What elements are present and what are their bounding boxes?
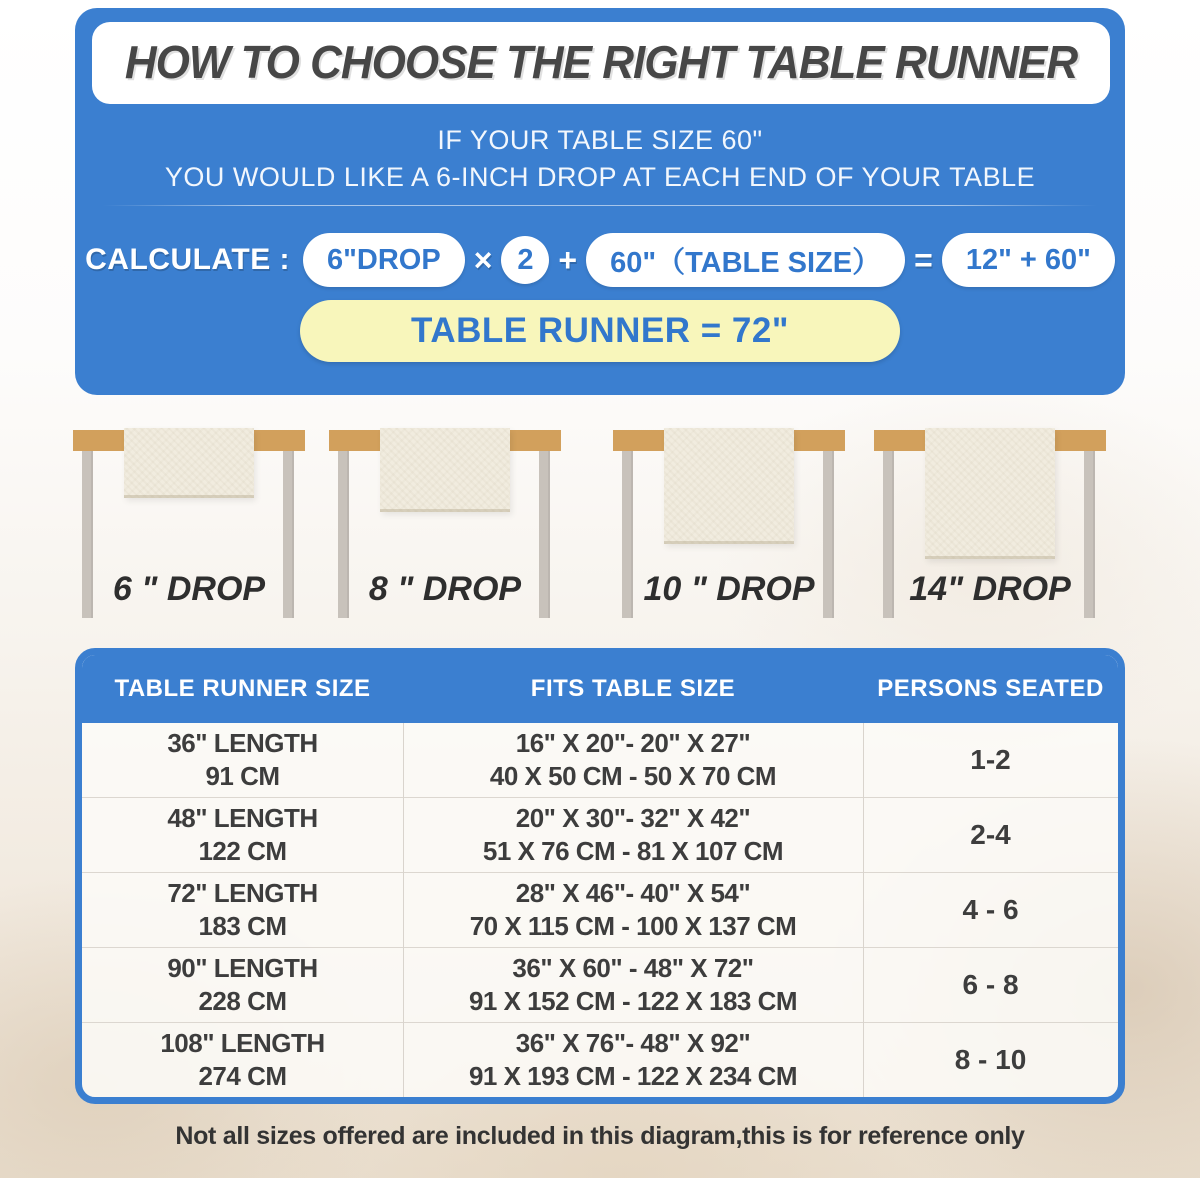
subtitle-line-1: IF YOUR TABLE SIZE 60" bbox=[437, 125, 763, 155]
runner-size-inches: 108" LENGTH bbox=[160, 1027, 325, 1058]
runner-size-inches: 36" LENGTH bbox=[167, 727, 318, 758]
drop-label: 8 " DROP bbox=[368, 570, 522, 608]
fits-inches: 20" X 30"- 32" X 42" bbox=[515, 802, 751, 833]
fits-cm: 40 X 50 CM - 50 X 70 CM bbox=[489, 761, 777, 791]
size-chart-panel bbox=[75, 648, 1125, 1104]
fits-inches: 16" X 20"- 20" X 27" bbox=[515, 727, 751, 758]
column-divider bbox=[403, 723, 404, 1097]
runner-size-cm: 274 CM bbox=[198, 1061, 287, 1091]
persons-cell: 1-2 bbox=[970, 744, 1011, 776]
drop-figure-14in bbox=[874, 428, 1106, 628]
divider bbox=[103, 205, 1097, 206]
drop-figure-6in bbox=[73, 428, 305, 628]
plus-sign: + bbox=[558, 241, 578, 278]
size-chart-header bbox=[82, 655, 1118, 723]
runner-size-inches: 90" LENGTH bbox=[167, 952, 318, 983]
fits-table-cell bbox=[403, 877, 863, 944]
runner-size-cm: 91 CM bbox=[205, 761, 280, 791]
drop-figure-10in bbox=[613, 428, 845, 628]
table-row bbox=[82, 798, 1118, 873]
runner-size-inches: 72" LENGTH bbox=[167, 877, 318, 908]
runner-size-cell bbox=[82, 877, 403, 944]
fits-cm: 91 X 152 CM - 122 X 183 CM bbox=[468, 986, 798, 1016]
fits-inches: 36" X 76"- 48" X 92" bbox=[515, 1027, 751, 1058]
drop-figure-8in bbox=[329, 428, 561, 628]
table-row bbox=[82, 723, 1118, 798]
fits-table-cell bbox=[403, 802, 863, 869]
runner-size-cell bbox=[82, 802, 403, 869]
drop-value-pill: 6"DROP bbox=[303, 233, 465, 287]
runner-size-cell bbox=[82, 727, 403, 794]
runner-size-cm: 122 CM bbox=[198, 836, 287, 866]
persons-cell: 2-4 bbox=[970, 819, 1011, 851]
fits-table-cell bbox=[403, 727, 863, 794]
size-chart-body bbox=[82, 723, 1118, 1097]
table-runner-swatch bbox=[925, 428, 1055, 559]
column-header-fits-table: FITS TABLE SIZE bbox=[530, 675, 736, 702]
instructions-panel bbox=[75, 8, 1125, 395]
persons-cell: 8 - 10 bbox=[954, 1044, 1027, 1076]
persons-cell: 4 - 6 bbox=[962, 894, 1019, 926]
table-row bbox=[82, 1023, 1118, 1097]
table-row bbox=[82, 948, 1118, 1023]
table-runner-swatch bbox=[664, 428, 794, 544]
calculate-label: CALCULATE : bbox=[85, 243, 291, 276]
persons-cell: 6 - 8 bbox=[962, 969, 1019, 1001]
column-header-persons: PERSONS SEATED bbox=[877, 675, 1104, 702]
title-banner bbox=[92, 22, 1110, 104]
fits-table-cell bbox=[403, 952, 863, 1019]
drop-examples-section bbox=[0, 428, 1200, 638]
drop-label: 10 " DROP bbox=[643, 570, 815, 608]
table-runner-swatch bbox=[380, 428, 510, 512]
disclaimer-note: Not all sizes offered are included in this diagram,this is for reference only bbox=[175, 1122, 1025, 1150]
column-header-runner-size: TABLE RUNNER SIZE bbox=[114, 675, 371, 702]
runner-size-cell bbox=[82, 1027, 403, 1094]
page-title: HOW TO CHOOSE THE RIGHT TABLE RUNNER bbox=[124, 36, 1078, 89]
result-pill: TABLE RUNNER = 72" bbox=[300, 300, 900, 362]
multiplier-badge: 2 bbox=[501, 236, 549, 284]
runner-size-inches: 48" LENGTH bbox=[167, 802, 318, 833]
fits-cm: 70 X 115 CM - 100 X 137 CM bbox=[469, 911, 797, 941]
fits-cm: 91 X 193 CM - 122 X 234 CM bbox=[468, 1061, 798, 1091]
runner-size-cm: 228 CM bbox=[198, 986, 287, 1016]
table-row bbox=[82, 873, 1118, 948]
runner-size-cell bbox=[82, 952, 403, 1019]
fits-cm: 51 X 76 CM - 81 X 107 CM bbox=[482, 836, 784, 866]
sum-pill: 12" + 60" bbox=[942, 233, 1115, 287]
table-size-pill: 60"（TABLE SIZE） bbox=[586, 233, 905, 287]
calculation-row bbox=[75, 232, 1125, 288]
runner-size-cm: 183 CM bbox=[198, 911, 287, 941]
column-divider bbox=[863, 723, 864, 1097]
fits-table-cell bbox=[403, 1027, 863, 1094]
times-sign: × bbox=[473, 241, 493, 278]
fits-inches: 36" X 60" - 48" X 72" bbox=[512, 952, 754, 983]
drop-label: 14" DROP bbox=[909, 570, 1071, 608]
drop-label: 6 " DROP bbox=[112, 570, 266, 608]
fits-inches: 28" X 46"- 40" X 54" bbox=[515, 877, 751, 908]
equals-sign: = bbox=[914, 241, 933, 278]
subtitle-line-2: YOU WOULD LIKE A 6-INCH DROP AT EACH END OF YOUR TABLE bbox=[164, 162, 1036, 192]
table-runner-swatch bbox=[124, 428, 254, 498]
